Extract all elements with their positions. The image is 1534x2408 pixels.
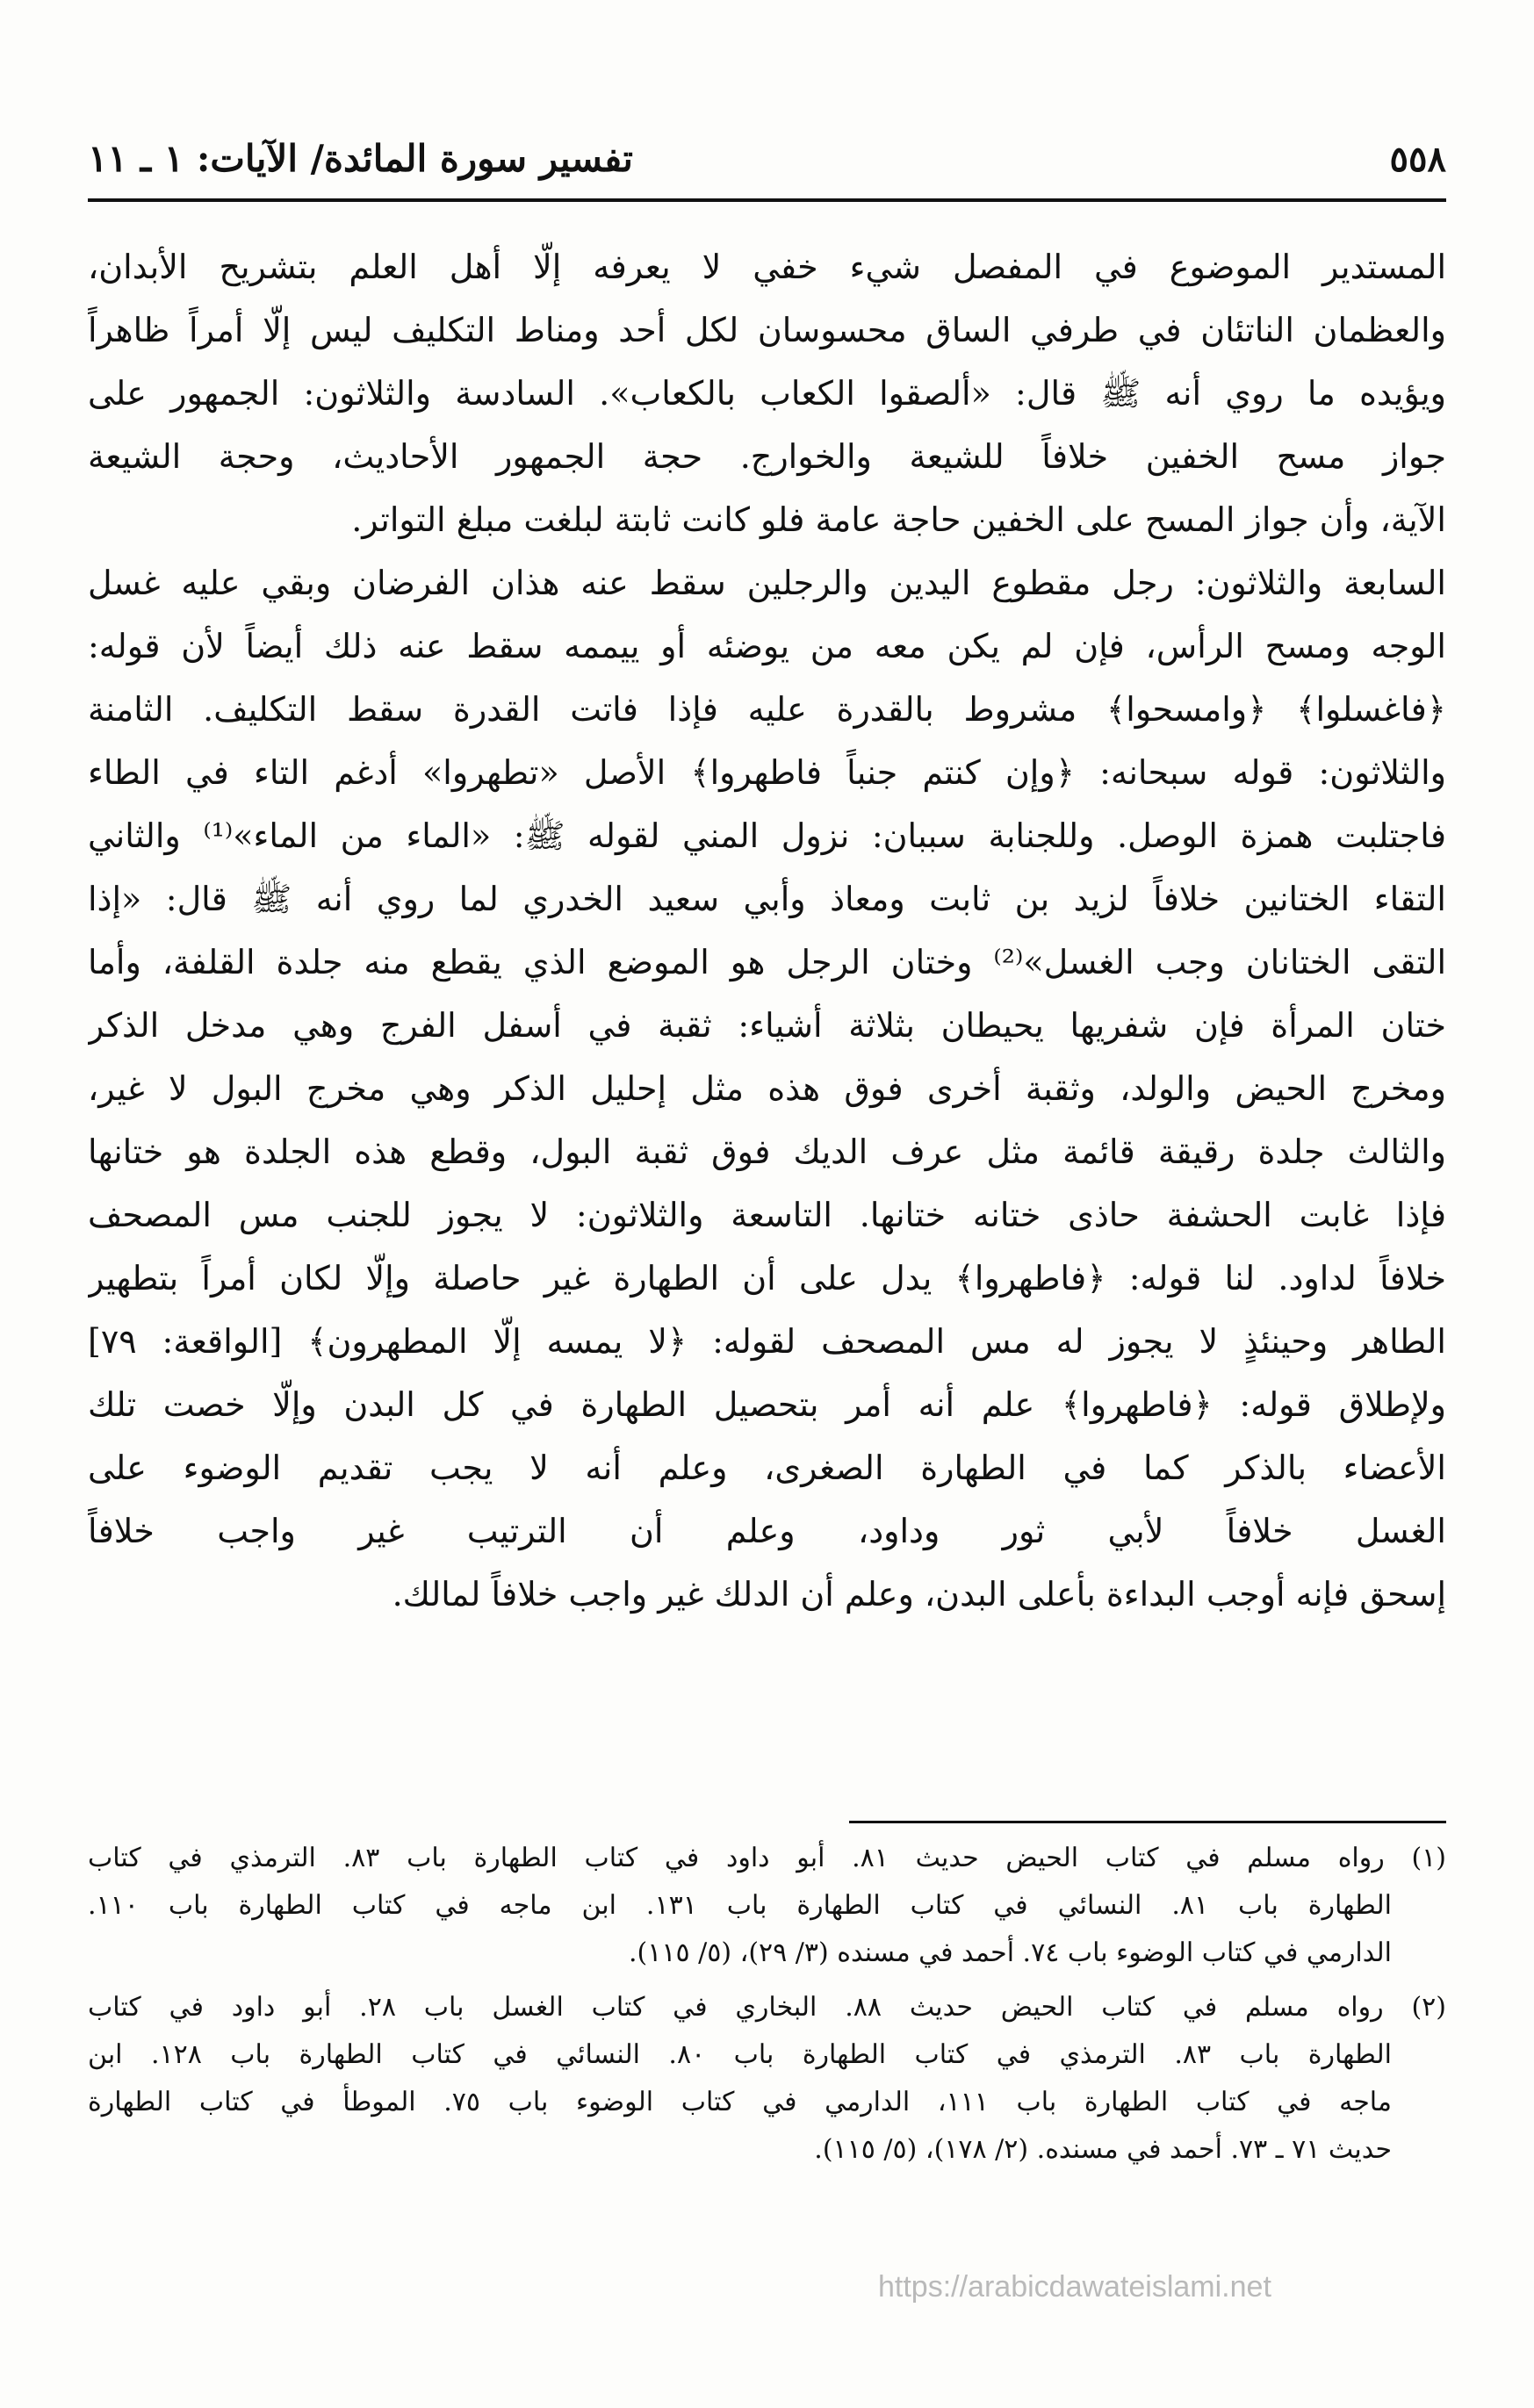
text-line: والثلاثون: قوله سبحانه: ﴿وإن كنتم جنباً فاطهروا﴾ الأصل «تطهروا» أدغم التاء في الطاء (88, 753, 1446, 792)
page-number: ٥٥٨ (1389, 139, 1446, 180)
footnote-line: حديث ٧١ ـ ٧٣. أحمد في مسنده. (٢/ ١٧٨)، (٥/ ١١٥). (814, 2134, 1392, 2165)
footnotes (88, 1835, 1446, 2181)
text-line: التقى الختانان وجب الغسل»⁽²⁾ وختان الرجل هو الموضع الذي يقطع منه جلدة القلفة، وأما (88, 943, 1446, 981)
footnote-line: الطهارة باب ٨١. النسائي في كتاب الطهارة باب ١٣١. ابن ماجه في كتاب الطهارة باب ١١٠. (88, 1890, 1392, 1921)
text-line: جواز مسح الخفين خلافاً للشيعة والخوارج. حجة الجمهور الأحاديث، وحجة الشيعة (88, 437, 1446, 476)
text-line: الطاهر وحينئذٍ لا يجوز له مس المصحف لقوله: ﴿لا يمسه إلّا المطهرون﴾ [الواقعة: ٧٩] (88, 1322, 1446, 1361)
footnote-divider (849, 1821, 1446, 1823)
source-watermark: https://arabicdawateislami.net (878, 2270, 1271, 2304)
text-line: ولإطلاق قوله: ﴿فاطهروا﴾ علم أنه أمر بتحصيل الطهارة في كل البدن وإلّا خصت تلك (88, 1385, 1446, 1424)
footnote-line: (١) رواه مسلم في كتاب الحيض حديث ٨١. أبو داود في كتاب الطهارة باب ٨٣. الترمذي في كتاب (88, 1843, 1446, 1873)
running-title: تفسير سورة المائدة/ الآيات: ١ ـ ١١ (88, 137, 633, 180)
text-line: والثالث جلدة رقيقة قائمة مثل عرف الديك فوق ثقبة البول، وقطع هذه الجلدة هو ختانها (88, 1132, 1446, 1171)
text-line: والعظمان الناتئان في طرفي الساق محسوسان لكل أحد ومناط التكليف ليس إلّا أمراً ظاهراً (88, 311, 1446, 349)
text-line: فإذا غابت الحشفة حاذى ختانه ختانها. التاسعة والثلاثون: لا يجوز للجنب مس المصحف (88, 1196, 1446, 1234)
text-line: فاجتلبت همزة الوصل. وللجنابة سببان: نزول المني لقوله ﷺ: «الماء من الماء»⁽¹⁾ والثاني (88, 816, 1446, 855)
footnote-line: الدارمي في كتاب الوضوء باب ٧٤. أحمد في مسنده (٣/ ٢٩)، (٥/ ١١٥). (629, 1937, 1392, 1968)
main-text (88, 235, 1446, 1626)
text-line: الآية، وأن جواز المسح على الخفين حاجة عامة فلو كانت ثابتة لبلغت مبلغ التواتر. (351, 500, 1446, 539)
text-line: السابعة والثلاثون: رجل مقطوع اليدين والرجلين سقط عنه هذان الفرضان وبقي عليه غسل (88, 564, 1446, 602)
text-line: خلافاً لداود. لنا قوله: ﴿فاطهروا﴾ يدل على أن الطهارة غير حاصلة وإلّا لكان أمراً بتطهير (88, 1259, 1446, 1297)
text-line: ﴿فاغسلوا﴾ ﴿وامسحوا﴾ مشروط بالقدرة عليه فإذا فاتت القدرة سقط التكليف. الثامنة (88, 690, 1446, 729)
footnote-line: ماجه في كتاب الطهارة باب ١١١، الدارمي في كتاب الوضوء باب ٧٥. الموطأ في كتاب الطهارة (88, 2087, 1393, 2117)
footnote-line: الطهارة باب ٨٣. الترمذي في كتاب الطهارة باب ٨٠. النسائي في كتاب الطهارة باب ١٢٨. ابن (88, 2039, 1393, 2070)
text-line: ويؤيده ما روي أنه ﷺ قال: «ألصقوا الكعاب بالكعاب». السادسة والثلاثون: الجمهور على (88, 374, 1446, 413)
header-divider (88, 198, 1446, 202)
text-line: المستدير الموضوع في المفصل شيء خفي لا يعرفه إلّا أهل العلم بتشريح الأبدان، (88, 248, 1446, 286)
text-line: إسحق فإنه أوجب البداءة بأعلى البدن، وعلم أن الدلك غير واجب خلافاً لمالك. (392, 1575, 1446, 1614)
text-line: الوجه ومسح الرأس، فإن لم يكن معه من يوضئه أو ييممه سقط عنه ذلك أيضاً لأن قوله: (88, 627, 1446, 665)
text-line: ختان المرأة فإن شفريها يحيطان بثلاثة أشياء: ثقبة في أسفل الفرج وهي مدخل الذكر (88, 1006, 1446, 1045)
footnote-line: (٢) رواه مسلم في كتاب الحيض حديث ٨٨. البخاري في كتاب الغسل باب ٢٨. أبو داود في كتاب (88, 1992, 1446, 2023)
page-header (88, 132, 1446, 202)
footnote-1 (88, 1835, 1446, 1977)
text-line: التقاء الختانين خلافاً لزيد بن ثابت ومعاذ وأبي سعيد الخدري لما روي أنه ﷺ قال: «إذا (88, 880, 1446, 918)
text-line: ومخرج الحيض والولد، وثقبة أخرى فوق هذه مثل إحليل الذكر وهي مخرج البول لا غير، (88, 1069, 1446, 1108)
text-line: الغسل خلافاً لأبي ثور وداود، وعلم أن الترتيب غير واجب خلافاً (88, 1512, 1446, 1550)
footnote-2 (88, 1984, 1446, 2174)
text-line: الأعضاء بالذكر كما في الطهارة الصغرى، وعلم أنه لا يجب تقديم الوضوء على (88, 1448, 1446, 1487)
